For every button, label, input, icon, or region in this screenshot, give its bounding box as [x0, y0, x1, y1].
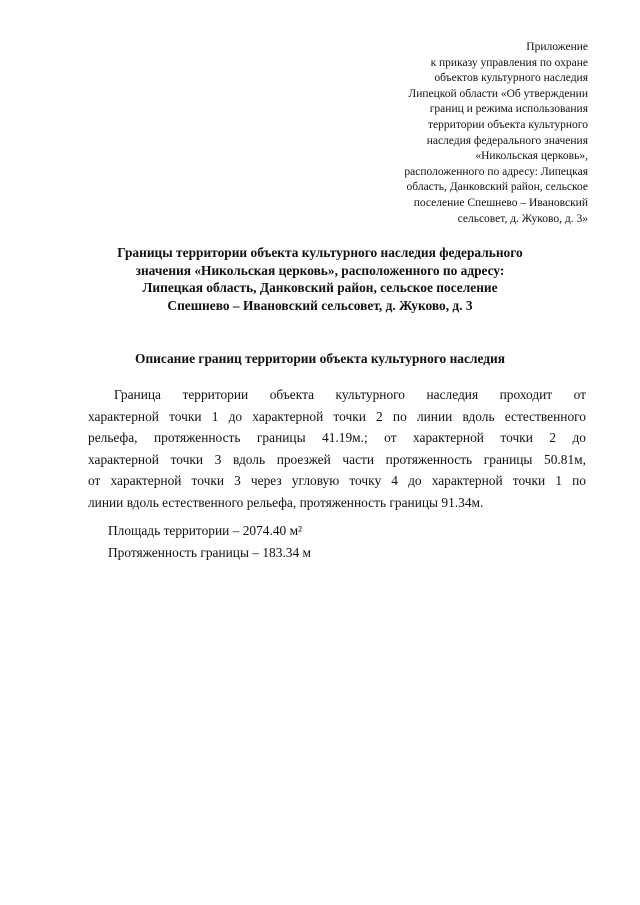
title-line: значения «Никольская церковь», расположенного по адресу:: [135, 262, 505, 278]
appendix-line: наследия федерального значения: [426, 134, 588, 147]
appendix-line: область, Данковский район, сельское: [406, 181, 588, 194]
summary-block: [108, 520, 311, 563]
document-title: [60, 244, 580, 314]
appendix-line: поселение Спешнево – Ивановский: [413, 196, 588, 209]
appendix-line: Липецкой области «Об утверждении: [408, 87, 588, 100]
description-line: линии вдоль естественного рельефа, протяженность границы 91.34м.: [88, 494, 484, 510]
description-line: характерной точки 3 вдоль проезжей части протяженность границы 50.81м,: [88, 451, 586, 467]
appendix-line: расположенного по адресу: Липецкая: [404, 165, 588, 178]
description-line: рельефа, протяженность границы 41.19м.; от характерной точки 2 до: [88, 430, 586, 445]
area-value: Площадь территории – 2074.40 м²: [108, 523, 303, 538]
appendix-note: [338, 40, 588, 227]
description-line: характерной точки 1 до характерной точки 2 по линии вдоль естественного: [88, 408, 586, 424]
description-line: от характерной точки 3 через угловую точку 4 до характерной точки 1 по: [88, 473, 586, 488]
appendix-line: Приложение: [526, 41, 588, 53]
section-heading: Описание границ территории объекта культурного наследия: [135, 351, 505, 366]
appendix-line: объектов культурного наследия: [434, 72, 588, 85]
boundary-description: [88, 384, 586, 513]
title-line: Границы территории объекта культурного наследия федерального: [117, 245, 523, 260]
appendix-line: территории объекта культурного: [428, 118, 588, 131]
appendix-line: сельсовет, д. Жуково, д. 3»: [457, 212, 588, 225]
appendix-line: границ и режима использования: [429, 103, 588, 116]
boundary-length-value: Протяженность границы – 183.34 м: [108, 544, 312, 560]
description-line: Граница территории объекта культурного наследия проходит от: [114, 387, 586, 402]
title-line: Спешнево – Ивановский сельсовет, д. Жуково, д. 3: [167, 297, 473, 313]
appendix-line: к приказу управления по охране: [430, 56, 588, 69]
appendix-line: «Никольская церковь»,: [475, 150, 588, 163]
title-line: Липецкая область, Данковский район, сельское поселение: [142, 280, 498, 296]
